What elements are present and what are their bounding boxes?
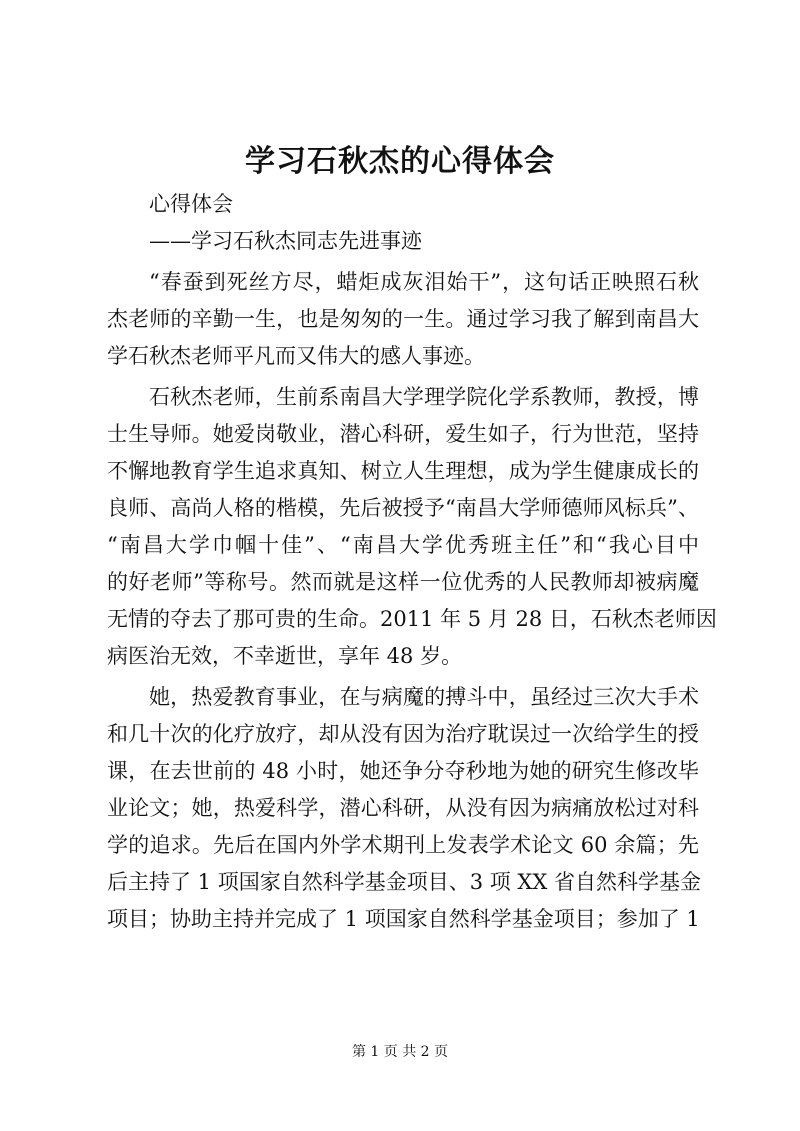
paragraph-line: 无情的夺去了那可贵的生命。2011 年 5 月 28 日，石秋杰老师因 [107,607,717,631]
paragraph-line: 项目；协助主持并完成了 1 项国家自然科学基金项目；参加了 1 [107,907,700,931]
paragraph-line: 业论文；她，热爱科学，潜心科研，从没有因为病痛放松过对科 [107,796,699,820]
paragraph-line: 不懈地教育学生追求真知、树立人生理想，成为学生健康成长的 [107,459,699,483]
subtitle-study: ——学习石秋杰同志先进事迹 [149,229,422,253]
document-title: 学习石秋杰的心得体会 [245,144,555,179]
paragraph-line: 后主持了 1 项国家自然科学基金项目、3 项 XX 省自然科学基金 [107,870,701,894]
paragraph-line: 课，在去世前的 48 小时，她还争分夺秒地为她的研究生修改毕 [107,759,699,783]
paragraph-line: 学石秋杰老师平凡而又伟大的感人事迹。 [107,344,485,368]
paragraph-line: 杰老师的辛勤一生，也是匆匆的一生。通过学习我了解到南昌大 [107,307,699,331]
page-footer: 第 1 页 共 2 页 [351,1044,449,1060]
paragraph-line: “南昌大学巾帼十佳”、“南昌大学优秀班主任”和“我心目中 [107,533,699,557]
paragraph-line: 的好老师”等称号。然而就是这样一位优秀的人民教师却被病魔 [107,570,699,594]
document-body [107,186,717,938]
paragraph-line: 石秋杰老师，生前系南昌大学理学院化学系教师，教授，博 [149,385,699,409]
paragraph-line: “春蚕到死丝方尽，蜡炬成灰泪始干”，这句话正映照石秋 [149,270,699,294]
paragraph-line: 她，热爱教育事业，在与病魔的搏斗中，虽经过三次大手术 [149,685,699,709]
paragraph-line: 病医治无效，不幸逝世，享年 48 岁。 [107,644,463,668]
paragraph-line: 和几十次的化疗放疗，却从没有因为治疗耽误过一次给学生的授 [107,722,699,746]
subtitle-heart: 心得体会 [149,192,233,216]
paragraph-line: 学的追求。先后在国内外学术期刊上发表学术论文 60 余篇；先 [107,833,699,857]
paragraph-line: 士生导师。她爱岗敬业，潜心科研，爱生如子，行为世范，坚持 [107,422,699,446]
paragraph-line: 良师、高尚人格的楷模，先后被授予“南昌大学师德师风标兵”、 [107,496,699,520]
